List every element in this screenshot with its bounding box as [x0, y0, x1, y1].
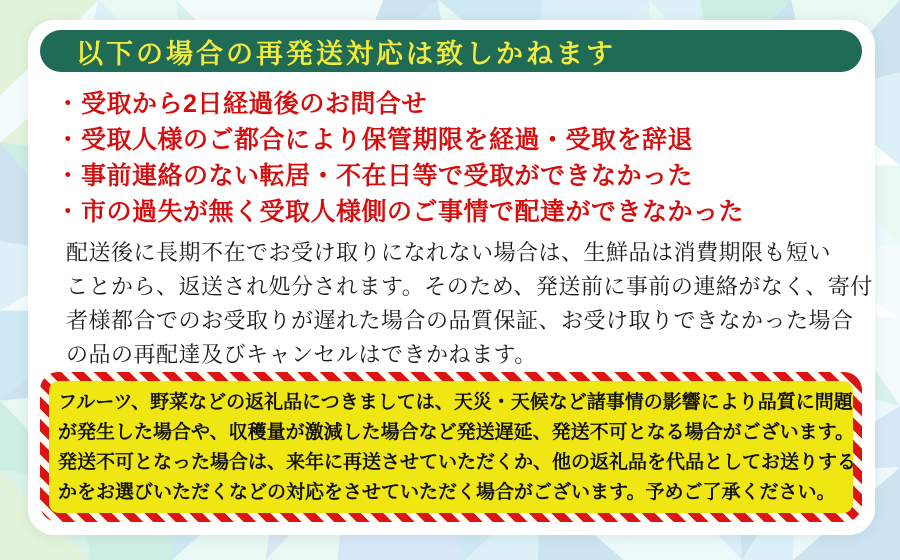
notice-card [28, 20, 875, 535]
bullet-marker-icon: ・ [56, 162, 80, 188]
body-line: 配送後に長期不在でお受け取りになれない場合は、生鮮品は消費期限も短い [66, 240, 832, 265]
notice-title-bar [40, 30, 862, 72]
bullet-item [55, 84, 744, 120]
caution-line: かをお選びいただくなどの対応をさせていただく場合がございます。予めご了承ください。 [58, 482, 836, 503]
bullet-item [55, 192, 744, 228]
caution-box [40, 372, 862, 522]
caution-line: が発生した場合や、収穫量が激減した場合など発送遅延、発送不可となる場合がございます。 [58, 422, 855, 443]
caution-box-inner [49, 381, 857, 513]
bullet-text: 受取から2日経過後のお問合せ [81, 90, 427, 118]
body-line: ことから、返送され処分されます。そのため、発送前に事前の連絡がなく、寄付 [66, 274, 873, 299]
bullet-item [55, 156, 744, 192]
caution-line: 発送不可となった場合は、来年に再送させていただくか、他の返礼品を代品としてお送りする [58, 452, 857, 473]
bullet-list [55, 84, 744, 228]
body-line: の品の再配達及びキャンセルはできかねます。 [66, 342, 537, 367]
bullet-marker-icon: ・ [56, 90, 80, 116]
bullet-text: 事前連絡のない転居・不在日等で受取ができなかった [81, 162, 694, 190]
bullet-marker-icon: ・ [56, 126, 80, 152]
caution-line: フルーツ、野菜などの返礼品につきましては、天災・天候など諸事情の影響により品質に問題 [58, 392, 853, 413]
notice-title: 以下の場合の再発送対応は致しかねます [76, 38, 616, 69]
body-paragraph [66, 236, 873, 372]
bullet-text: 市の過失が無く受取人様側のご事情で配達ができなかった [81, 198, 745, 226]
body-line: 者様都合でのお受取りが遅れた場合の品質保証、お受け取りできなかった場合 [66, 308, 854, 333]
bullet-marker-icon: ・ [56, 198, 80, 224]
bullet-text: 受取人様のご都合により保管期限を経過・受取を辞退 [81, 126, 694, 154]
bullet-item [55, 120, 744, 156]
